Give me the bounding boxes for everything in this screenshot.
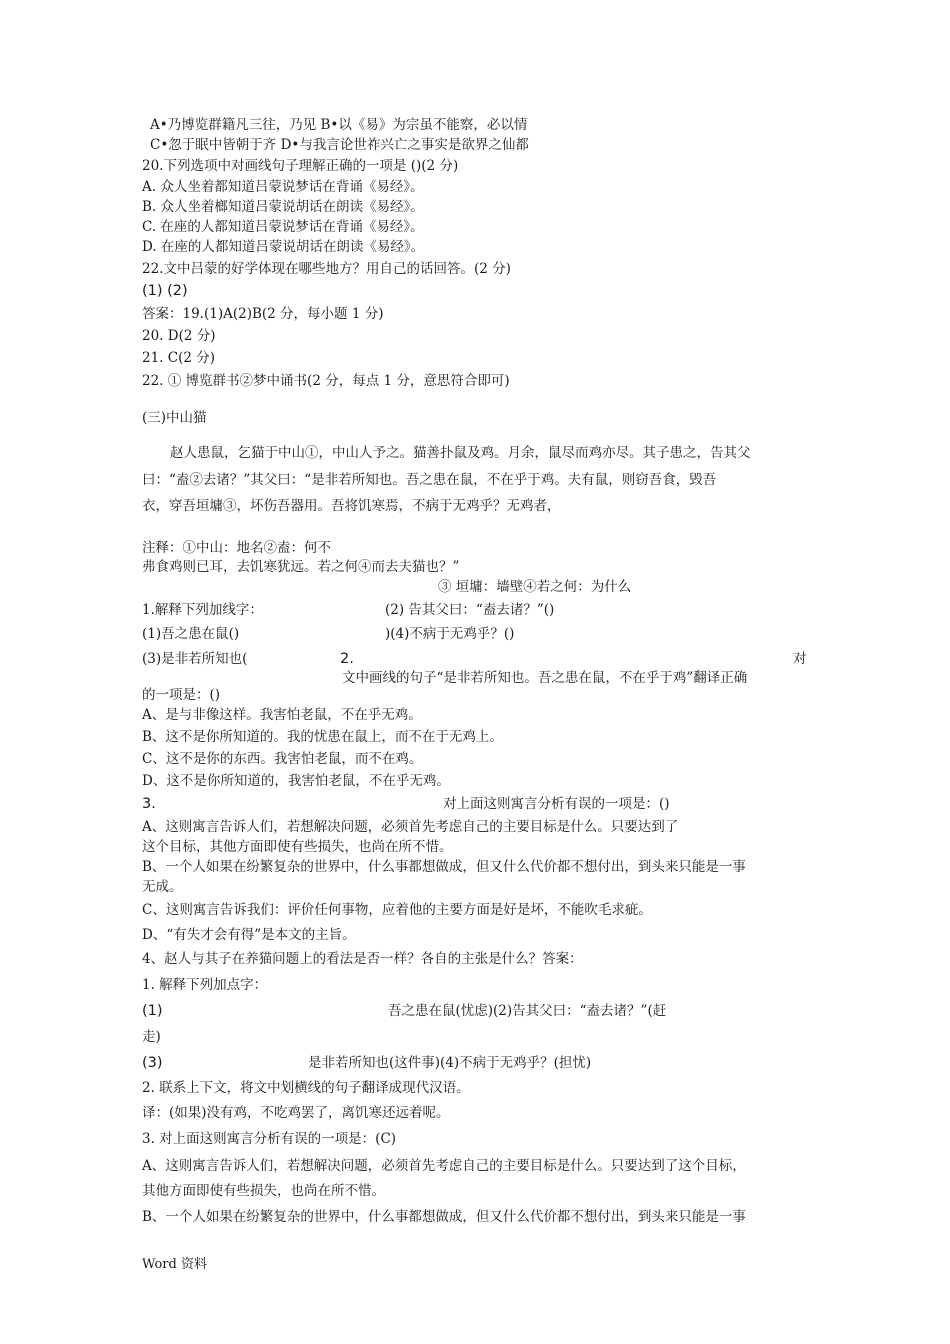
exercise-3-option-b: 无成。: [142, 879, 183, 895]
exercise-2-option-c: C、这不是你的东西。我害怕老鼠，而不在鸡。: [142, 751, 423, 767]
exercise-3-option-a: A、这则寓言告诉人们，若想解决问题，必须首先考虑自己的主要目标是什么。只要达到了: [142, 819, 679, 835]
exercise-3-text: 对上面这则寓言分析有误的一项是：(): [443, 796, 670, 812]
section-title: (三)中山猫: [142, 410, 207, 426]
exercise-1-item-2: (2) 告其父曰：“盍去诸？”(): [385, 602, 555, 618]
answer-1: 1. 解释下列加点字：: [142, 977, 268, 993]
answer-20: 20. D(2 分): [142, 328, 216, 344]
answer-3-option-a: A、这则寓言告诉人们，若想解决问题，必须首先考虑自己的主要目标是什么。只要达到了这个目标，: [142, 1158, 746, 1174]
exercise-1-item-4: )(4)不病于无鸡乎？(): [385, 626, 515, 642]
exercise-2-number: 2.: [340, 651, 354, 667]
answer-22: 22. ① 博览群书②梦中诵书(2 分，每点 1 分，意思符合即可): [142, 373, 510, 389]
exercise-3-option-b: B、一个人如果在纷繁复杂的世界中，什么事都想做成，但又什么代价都不想付出，到头来只能是一事: [142, 859, 746, 875]
answer-1-items: 吾之患在鼠(忧虑)(2)告其父曰：“盍去诸？”(赶: [388, 1003, 667, 1019]
q20-option-c: C. 在座的人都知道吕蒙说梦话在背诵《易经》。: [142, 219, 424, 235]
q20-option-b: B. 众人坐着榔知道吕蒙说胡话在朗读《易经》。: [142, 199, 424, 215]
exercise-3-option-c: C、这则寓言告诉我们：评价任何事物，应着他的主要方面是好是坏，不能吹毛求疵。: [142, 902, 652, 918]
exercise-1-item-1: (1)吾之患在鼠(): [142, 626, 240, 642]
passage-line: 弗食鸡则已耳，去饥寒犹远。若之何④而去夫猫也？”: [142, 559, 460, 575]
exercise-2-text: 文中画线的句子“是非若所知也。吾之患在鼠，不在乎于鸡”翻译正确: [342, 670, 748, 686]
q20-option-a: A. 众人坐着都知道吕蒙说梦话在背诵《易经》。: [142, 179, 424, 195]
exercise-3-option-a: 这个目标，其他方面即使有些损失，也尚在所不惜。: [142, 839, 453, 855]
exercise-3-number: 3.: [142, 796, 156, 812]
passage-line: 曰：“盍②去诸？”其父曰：“是非若所知也。吾之患在鼠，不在乎于鸡。夫有鼠，则窃吾食，毁吾: [142, 472, 717, 488]
question-20: 20.下列选项中对画线句子理解正确的一项是 ()(2 分): [142, 158, 459, 174]
passage-line: 赵人患鼠，乞猫于中山①，中山人予之。猫善扑鼠及鸡。月余，鼠尽而鸡亦尽。其子患之，告其父: [170, 445, 751, 461]
exercise-1-item-3: (3)是非若所知也(: [142, 651, 248, 667]
exercise-1: 1.解释下列加线字：: [142, 602, 263, 618]
question-22: 22.文中吕蒙的好学体现在哪些地方？用自己的话回答。(2 分): [142, 261, 511, 277]
exercise-2-text: 的一项是：(): [142, 687, 221, 703]
exercise-2-option-d: D、这不是你所知道的，我害怕老鼠，不在乎无鸡。: [142, 773, 450, 789]
exercise-3-option-d: D、“有失才会有得”是本文的主旨。: [142, 927, 356, 943]
answer-19: 答案：19.(1)A(2)B(2 分，每小题 1 分): [142, 306, 384, 322]
answer-21: 21. C(2 分): [142, 350, 216, 366]
answer-3-option-b: B、一个人如果在纷繁复杂的世界中，什么事都想做成，但又什么代价都不想付出，到头来只能是一事: [142, 1209, 746, 1225]
option-line-cd: C•忽于眠中皆朝于齐 D•与我言论世祚兴亡之事实是欲界之仙都: [150, 137, 529, 153]
answer-3: 3. 对上面这则寓言分析有误的一项是：(C): [142, 1131, 397, 1147]
answer-2-translation: 译：(如果)没有鸡，不吃鸡罢了，离饥寒还远着呢。: [142, 1105, 450, 1121]
exercise-2-text: 对: [793, 651, 807, 667]
annotation-line: 注释：①中山：地名②盍：何不: [142, 540, 331, 556]
answer-blanks: (1) (2): [142, 283, 188, 299]
exercise-2-option-b: B、这不是你所知道的。我的忧患在鼠上，而不在于无鸡上。: [142, 729, 503, 745]
page-footer: Word 资料: [142, 1257, 207, 1272]
q20-option-d: D. 在座的人都知道吕蒙说胡话在朗读《易经》。: [142, 239, 425, 255]
answer-1-item-1-number: (1): [142, 1003, 163, 1019]
answer-1-items: 是非若所知也(这件事)(4)不病于无鸡乎？(担忧): [308, 1055, 592, 1071]
passage-line: 衣，穿吾垣墉③，坏伤吾器用。吾将饥寒焉，不病于无鸡乎？无鸡者，: [142, 498, 561, 514]
answer-3-option-a: 其他方面即使有些损失，也尚在所不惜。: [142, 1183, 385, 1199]
annotation-line: ③ 垣墉：墙壁④若之何：为什么: [438, 579, 632, 595]
exercise-4: 4、赵人与其子在养猫问题上的看法是否一样？各自的主张是什么？答案：: [142, 951, 583, 967]
exercise-2-option-a: A、是与非像这样。我害怕老鼠，不在乎无鸡。: [142, 707, 422, 723]
answer-2: 2. 联系上下文，将文中划横线的句子翻译成现代汉语。: [142, 1080, 470, 1096]
answer-1-items: 走): [142, 1029, 161, 1045]
option-line-ab: A•乃博览群籍凡三往，乃见 B•以《易》为宗虽不能察，必以情: [150, 117, 528, 133]
answer-1-item-3-number: (3): [142, 1055, 163, 1071]
